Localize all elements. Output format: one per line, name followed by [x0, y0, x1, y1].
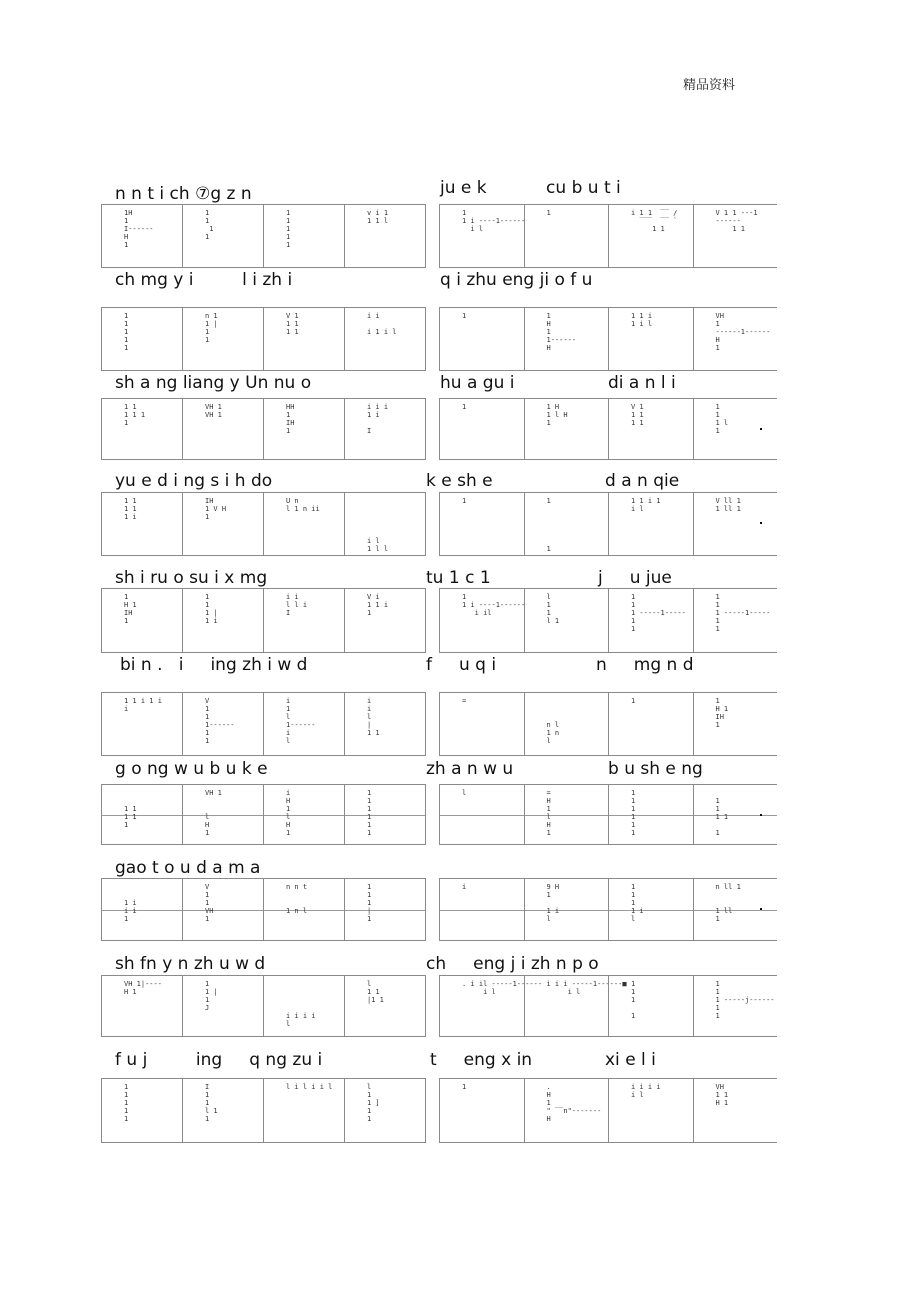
pinyin-label: b u sh e ng — [608, 759, 703, 779]
writing-cell — [182, 589, 263, 652]
stroke-mark: U n l 1 n ii — [286, 497, 320, 513]
writing-cell — [608, 589, 693, 652]
stroke-mark: = — [462, 697, 467, 705]
writing-cell — [182, 205, 263, 267]
stroke-mark: 1 1 1 1 1 — [715, 797, 729, 837]
writing-cell — [693, 308, 778, 370]
stroke-mark: i i i i i l — [631, 1083, 661, 1099]
writing-grid — [439, 492, 777, 556]
stroke-mark: HH 1 IH 1 — [286, 403, 295, 435]
writing-cell — [102, 399, 182, 459]
writing-grid — [439, 307, 777, 371]
pinyin-label: sh i ru o su i x mg — [115, 568, 268, 588]
writing-cell — [693, 1079, 778, 1142]
writing-grid — [439, 692, 777, 756]
grid-divider — [440, 910, 524, 911]
writing-cell — [344, 493, 425, 555]
writing-cell — [182, 1079, 263, 1142]
stroke-mark: 1 1 1 1 1 — [124, 805, 137, 829]
writing-cell — [182, 493, 263, 555]
stroke-mark: IH 1 V H 1 — [205, 497, 227, 521]
writing-cell — [608, 785, 693, 844]
pinyin-label: k e sh e — [426, 471, 493, 491]
stroke-mark: i l 1 l l — [367, 537, 389, 553]
pinyin-label: g o ng w u b u k e — [115, 759, 268, 779]
writing-cell — [608, 399, 693, 459]
pinyin-label: gao t o u d a m a — [115, 858, 261, 878]
writing-grid — [101, 588, 426, 653]
grid-divider — [183, 815, 263, 816]
stroke-mark: V 1 1 ---1 ------ 1 1 — [715, 209, 758, 233]
writing-grid — [439, 784, 777, 845]
writing-cell — [608, 976, 693, 1036]
writing-cell — [524, 589, 609, 652]
stroke-mark: i H 1 l H 1 — [286, 789, 291, 837]
writing-grid — [101, 492, 426, 556]
writing-cell — [524, 205, 609, 267]
stroke-mark: i — [462, 883, 467, 891]
writing-cell — [182, 308, 263, 370]
writing-cell — [263, 399, 344, 459]
writing-cell — [263, 493, 344, 555]
stroke-mark: l — [462, 789, 467, 797]
pinyin-label: xi e l i — [605, 1050, 656, 1070]
stroke-mark: 1 1 i ----1------ i il — [462, 593, 526, 617]
stroke-mark: 1 1 | 1 J — [205, 980, 218, 1012]
pinyin-label: yu e d i ng s i h do — [115, 471, 273, 491]
stroke-mark: 1 1 1 1 1 1 — [124, 403, 146, 427]
stroke-mark: 1 1 1 | 1 — [367, 883, 372, 923]
writing-cell — [440, 693, 524, 755]
writing-cell — [608, 1079, 693, 1142]
stroke-mark: 1 H 1 IH 1 — [715, 697, 729, 729]
stroke-mark: 1 H 1 IH 1 — [124, 593, 137, 625]
stroke-mark: 1 1 1 1 i l — [631, 883, 644, 923]
writing-cell — [263, 976, 344, 1036]
pinyin-label: ch eng j i zh n p o — [426, 954, 599, 974]
stroke-mark: V i 1 1 i 1 — [367, 593, 389, 617]
stroke-mark: l 1 1 |1 1 — [367, 980, 384, 1004]
stroke-mark: 1 i i i 1 — [124, 899, 137, 923]
writing-cell — [102, 308, 182, 370]
stroke-mark: 1 1 1 | 1 i — [205, 593, 218, 625]
writing-cell — [440, 493, 524, 555]
writing-cell — [440, 205, 524, 267]
stroke-mark: . H 1 " ‾‾n"------- H — [546, 1083, 602, 1123]
writing-cell — [102, 1079, 182, 1142]
stroke-mark: VH 1 VH 1 — [205, 403, 222, 419]
stray-dot — [760, 522, 762, 524]
writing-cell — [608, 879, 693, 940]
pinyin-label: n mg n d — [596, 655, 694, 675]
stroke-mark: VH 1 1 H 1 — [715, 1083, 729, 1107]
stroke-mark: n 1 1 | 1 1 — [205, 312, 218, 344]
stroke-mark: l i l i i l — [286, 1083, 333, 1091]
writing-cell — [182, 693, 263, 755]
stroke-mark: 1 1 i 1 i l — [631, 497, 661, 513]
stroke-mark: i i i 1 i I — [367, 403, 389, 435]
writing-cell — [344, 785, 425, 844]
stroke-mark: 1 1 1 l 1 — [715, 403, 729, 435]
pinyin-label: zh a n w u — [426, 759, 514, 779]
grid-divider — [102, 815, 182, 816]
pinyin-label: di a n l i — [608, 373, 676, 393]
stray-dot — [760, 908, 762, 910]
writing-cell — [693, 785, 778, 844]
pinyin-label: ju e k cu b u t i — [440, 178, 621, 198]
stroke-mark: 1 1 1 -----j------ 1 1 — [715, 980, 775, 1020]
stroke-mark: 1 — [462, 312, 467, 320]
writing-cell — [344, 589, 425, 652]
stroke-mark: V 1 1 1 1 1 — [631, 403, 644, 427]
writing-cell — [440, 879, 524, 940]
stroke-mark: n n t 1 n l — [286, 883, 308, 915]
pinyin-label: q i zhu eng ji o f u — [440, 270, 593, 290]
writing-cell — [524, 976, 627, 1036]
writing-cell — [263, 308, 344, 370]
page-header: 精品资料 — [683, 78, 736, 93]
writing-grid — [101, 1078, 426, 1143]
stroke-mark: 1H 1 I------ H 1 — [124, 209, 154, 249]
writing-cell — [344, 205, 425, 267]
writing-cell — [102, 693, 182, 755]
writing-cell — [693, 693, 778, 755]
stroke-mark: V 1 1 1------ 1 1 — [205, 697, 235, 745]
stroke-mark: VH 1 l H 1 — [205, 789, 222, 837]
grid-divider — [264, 815, 344, 816]
writing-cell — [263, 879, 344, 940]
stroke-mark: 1 1 1 1 1 1 — [631, 789, 636, 837]
writing-cell — [524, 879, 609, 940]
writing-grid — [101, 878, 426, 941]
writing-cell — [344, 693, 425, 755]
grid-divider — [609, 910, 693, 911]
grid-divider — [440, 815, 524, 816]
writing-cell — [440, 399, 524, 459]
stroke-mark: V 1 1 1 1 1 — [286, 312, 299, 336]
writing-grid — [101, 692, 426, 756]
stroke-mark: V 1 1 VH 1 — [205, 883, 214, 923]
writing-cell — [182, 785, 263, 844]
writing-cell — [263, 785, 344, 844]
writing-grid — [439, 204, 777, 268]
writing-cell — [263, 1079, 344, 1142]
stroke-mark: VH 1|---- H 1 — [124, 980, 162, 996]
stroke-mark: 1 1 i ----1------ i l — [462, 209, 526, 233]
writing-cell — [440, 1079, 524, 1142]
stroke-mark: i i i -----1------■ i l — [546, 980, 627, 996]
pinyin-label: tu 1 c 1 — [426, 568, 491, 588]
stroke-mark: 1 1 1 1 — [631, 980, 636, 1020]
stroke-mark: V ll 1 1 ll 1 — [715, 497, 741, 513]
pinyin-label: j u jue — [598, 568, 672, 588]
writing-grid — [439, 975, 777, 1037]
stroke-mark: 1 1 i 1 i l — [631, 312, 653, 328]
writing-cell — [102, 879, 182, 940]
pinyin-label: t eng x in — [430, 1050, 533, 1070]
stroke-mark: 1 1 1 1 — [205, 209, 214, 241]
stroke-mark: n l 1 n l — [546, 721, 560, 745]
pinyin-label: n n t i ch ⑦g z n — [115, 184, 252, 204]
stroke-mark: = H 1 l H 1 — [546, 789, 551, 837]
writing-cell — [693, 976, 778, 1036]
writing-cell — [263, 693, 344, 755]
stroke-mark: 1 1 1 1 1 — [124, 312, 129, 352]
writing-cell — [693, 399, 778, 459]
stroke-mark: 1 — [462, 1083, 467, 1091]
writing-cell — [693, 879, 778, 940]
stroke-mark: i i l l i I — [286, 593, 308, 617]
stroke-mark: VH 1 ------1------ H 1 — [715, 312, 771, 352]
writing-cell — [693, 493, 778, 555]
stroke-mark: 1 — [462, 403, 467, 411]
stroke-mark: l 1 1 l 1 — [546, 593, 560, 625]
stroke-mark: l 1 1 ] 1 1 — [367, 1083, 380, 1123]
writing-cell — [524, 693, 609, 755]
stroke-mark: . i il -----1------ i l — [462, 980, 543, 996]
writing-cell — [102, 785, 182, 844]
stroke-mark: i i l | 1 1 — [367, 697, 380, 737]
stroke-mark: 1 1 1 -----1----- 1 1 — [631, 593, 686, 633]
stroke-mark: 1 — [546, 209, 551, 217]
pinyin-label: f u j ing q ng zu i — [115, 1050, 323, 1070]
writing-cell — [102, 589, 182, 652]
writing-cell — [524, 493, 609, 555]
writing-cell — [102, 205, 182, 267]
writing-cell — [344, 976, 425, 1036]
stroke-mark: I 1 1 l 1 1 — [205, 1083, 218, 1123]
stroke-mark: 1 H 1 l H 1 — [546, 403, 568, 427]
writing-cell — [693, 589, 778, 652]
grid-divider — [102, 910, 182, 911]
writing-grid — [439, 878, 777, 941]
writing-cell — [102, 976, 182, 1036]
writing-cell — [524, 308, 609, 370]
grid-divider — [183, 910, 263, 911]
writing-cell — [693, 205, 778, 267]
stroke-mark: i 1 1 ‾‾ / ‾‾‾ ‾‾ ` 1 1 — [631, 209, 678, 233]
pinyin-label: f u q i — [426, 655, 497, 675]
writing-cell — [344, 879, 425, 940]
writing-cell — [608, 308, 693, 370]
stroke-mark: 1 1 1 1 1 — [286, 209, 291, 249]
writing-cell — [182, 976, 263, 1036]
stroke-mark: 1 — [462, 497, 467, 505]
writing-cell — [524, 785, 609, 844]
stray-dot — [760, 428, 762, 430]
writing-cell — [102, 493, 182, 555]
stroke-mark: 1 1 1 1 1 i — [124, 497, 137, 521]
writing-cell — [182, 399, 263, 459]
writing-grid — [101, 975, 426, 1037]
stroke-mark: 1 1 1 1 1 1 — [367, 789, 372, 837]
stroke-mark: 1 — [631, 697, 636, 705]
writing-cell — [608, 493, 693, 555]
grid-divider — [525, 910, 609, 911]
grid-divider — [345, 815, 425, 816]
writing-cell — [440, 785, 524, 844]
writing-grid — [439, 398, 777, 460]
writing-grid — [101, 784, 426, 845]
stroke-mark: i i i 1 i l — [367, 312, 397, 336]
stroke-mark: 1 1 1 -----1----- 1 1 — [715, 593, 771, 633]
writing-cell — [440, 308, 524, 370]
writing-cell — [524, 1079, 609, 1142]
stroke-mark: i 1 l 1------ i l — [286, 697, 316, 745]
writing-grid — [101, 307, 426, 371]
writing-grid — [101, 204, 426, 268]
grid-divider — [694, 815, 778, 816]
writing-cell — [182, 879, 263, 940]
stroke-mark: 1 1 1 1 1 — [124, 1083, 129, 1123]
writing-cell — [263, 205, 344, 267]
writing-cell — [608, 693, 693, 755]
pinyin-label: hu a gu i — [440, 373, 515, 393]
pinyin-label: bi n . i ing zh i w d — [120, 655, 308, 675]
writing-grid — [101, 398, 426, 460]
stray-dot — [760, 814, 762, 816]
stroke-mark: 1 H 1 1------ H — [546, 312, 577, 352]
stroke-mark: n ll 1 1 ll 1 — [715, 883, 741, 923]
grid-divider — [525, 815, 609, 816]
stroke-mark: 1 1 — [546, 497, 551, 553]
writing-cell — [344, 1079, 425, 1142]
stroke-mark: 1 1 i 1 i i — [124, 697, 162, 713]
stroke-mark: 9 H 1 1 i l — [546, 883, 560, 923]
pinyin-label: ch mg y i l i zh i — [115, 270, 293, 290]
writing-grid — [439, 588, 777, 653]
grid-divider — [345, 910, 425, 911]
writing-cell — [263, 589, 344, 652]
writing-cell — [344, 399, 425, 459]
stroke-mark: v i 1 1 1 l — [367, 209, 389, 225]
writing-cell — [524, 399, 609, 459]
writing-cell — [440, 976, 543, 1036]
writing-cell — [608, 205, 693, 267]
pinyin-label: sh a ng liang y Un nu o — [115, 373, 312, 393]
grid-divider — [609, 815, 693, 816]
pinyin-label: sh fn y n zh u w d — [115, 954, 266, 974]
writing-cell — [344, 308, 425, 370]
writing-grid — [439, 1078, 777, 1143]
writing-cell — [440, 589, 524, 652]
pinyin-label: d a n qie — [605, 471, 680, 491]
stroke-mark: i i i i l — [286, 1012, 316, 1028]
